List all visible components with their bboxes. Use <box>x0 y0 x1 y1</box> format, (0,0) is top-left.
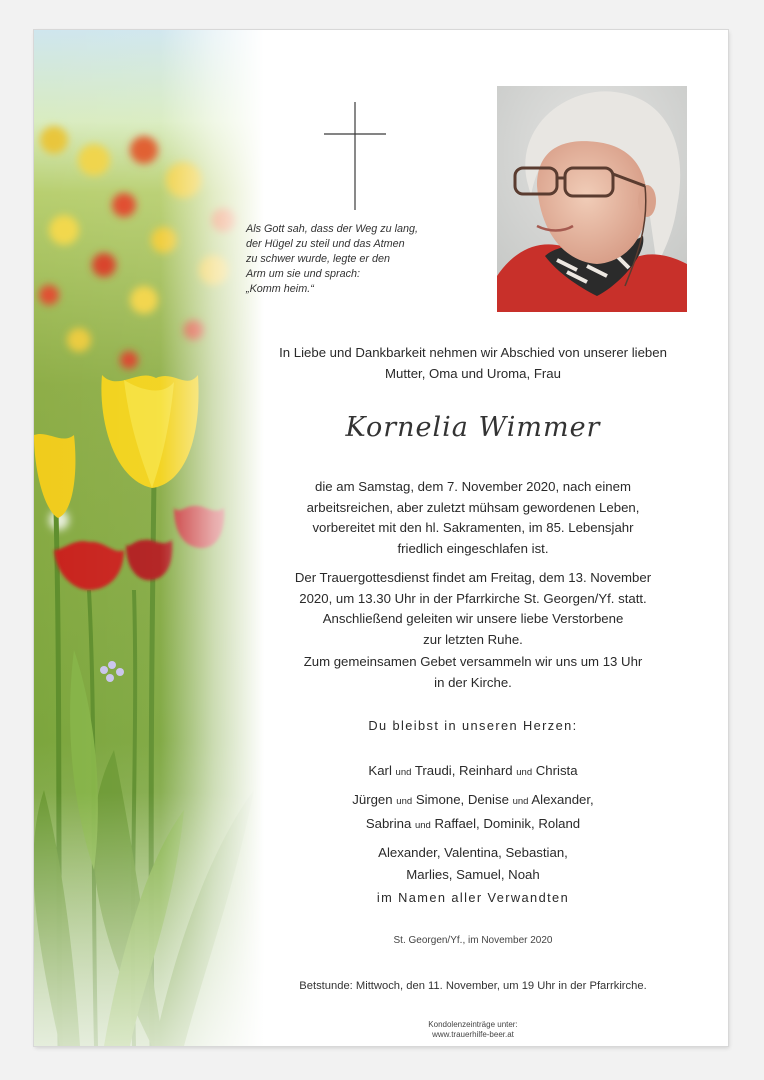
place-date: St. Georgen/Yf., im November 2020 <box>393 935 553 946</box>
notice-line: arbeitsreichen, aber zuletzt mühsam gewordenen Leben, <box>306 499 640 515</box>
family-name: Simone, Denise <box>415 792 509 807</box>
family-name: Traudi, Reinhard <box>414 763 513 778</box>
service-line: 2020, um 13.30 Uhr in der Pfarrkirche St. Georgen/Yf. statt. <box>299 590 647 606</box>
funeral-service <box>248 568 698 650</box>
quote-line: Als Gott sah, dass der Weg zu lang, <box>246 223 419 235</box>
notice-line: vorbereitet mit den hl. Sakramenten, im 85. Lebensjahr <box>312 520 634 535</box>
family-list <box>248 760 698 886</box>
family-row: Marlies, Samuel, Noah <box>406 867 540 882</box>
family-row <box>248 789 698 813</box>
family-und: und <box>516 767 533 778</box>
family-name: Karl <box>368 763 392 778</box>
prayer-line: Zum gemeinsamen Gebet versammeln wir uns um 13 Uhr <box>303 654 643 669</box>
obituary-card <box>34 30 728 1046</box>
prayer-notice <box>248 652 698 693</box>
family-und: und <box>395 767 412 778</box>
quote-line: der Hügel zu steil und das Atmen <box>246 238 405 250</box>
family-und: und <box>414 820 431 831</box>
betstunde-notice: Betstunde: Mittwoch, den 11. November, um 19 Uhr in der Pfarrkirche. <box>299 980 647 992</box>
deceased-name: Kornelia Wimmer <box>345 412 601 443</box>
family-name: Jürgen <box>352 792 393 807</box>
service-line: zur letzten Ruhe. <box>423 631 523 647</box>
tulip-photo <box>34 30 264 1046</box>
notice-line: friedlich eingeschlafen ist. <box>397 540 549 556</box>
quote-line: „Komm heim.“ <box>246 283 314 295</box>
family-name: Alexander, <box>531 792 594 807</box>
family-row <box>248 813 698 837</box>
intro-line: In Liebe und Dankbarkeit nehmen wir Abschied von unserer lieben <box>279 345 667 360</box>
quote-line: zu schwer wurde, legte er den <box>246 253 391 265</box>
portrait-photo <box>497 86 687 312</box>
death-notice <box>248 477 698 559</box>
relatives-line: im Namen aller Verwandten <box>376 890 570 905</box>
quote-line: Arm um sie und sprach: <box>246 268 361 280</box>
family-und: und <box>512 796 529 807</box>
in-hearts-heading: Du bleibst in unseren Herzen: <box>368 718 578 733</box>
condolence-info <box>248 1020 698 1040</box>
service-line: Anschließend geleiten wir unsere liebe Verstorbene <box>322 611 624 626</box>
condolence-label: Kondolenzeinträge unter: <box>428 1020 518 1029</box>
family-name: Sabrina <box>365 816 412 831</box>
intro-line: Mutter, Oma und Uroma, Frau <box>385 366 561 381</box>
prayer-line: in der Kirche. <box>434 674 512 690</box>
service-line: Der Trauergottesdienst findet am Freitag, dem 13. November <box>294 570 652 585</box>
cross-icon <box>324 102 386 210</box>
family-name: Christa <box>535 763 578 778</box>
family-row <box>248 760 698 784</box>
family-row: Alexander, Valentina, Sebastian, <box>378 845 568 860</box>
condolence-url[interactable]: www.trauerhilfe-beer.at <box>432 1030 514 1039</box>
bible-quote <box>246 222 476 297</box>
family-und: und <box>396 796 413 807</box>
family-name: Raffael, Dominik, Roland <box>434 816 581 831</box>
notice-line: die am Samstag, dem 7. November 2020, nach einem <box>315 479 631 494</box>
intro-text <box>248 342 698 384</box>
